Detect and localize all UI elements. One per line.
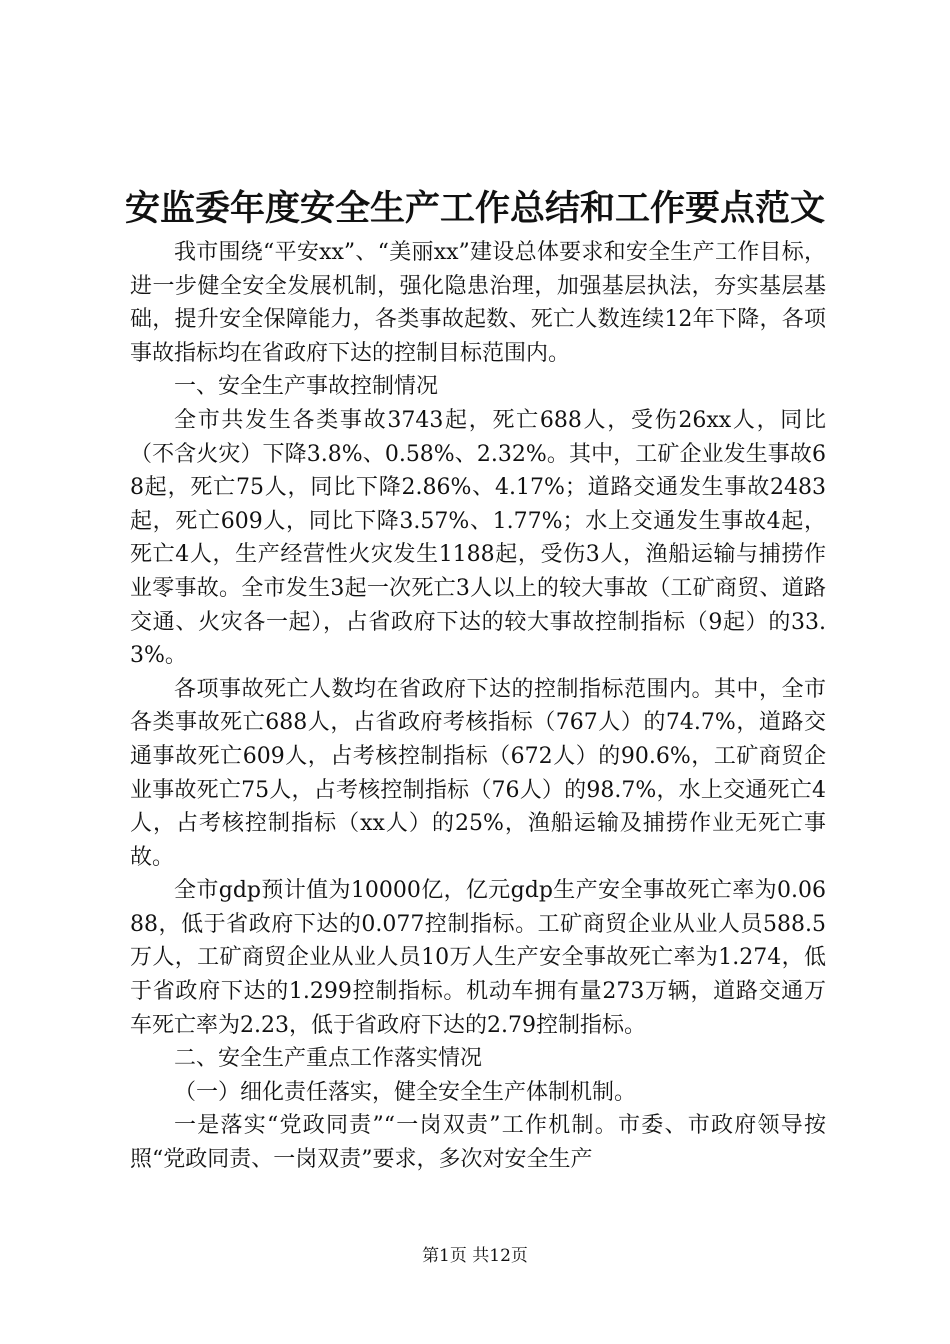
section-heading-1: 一、安全生产事故控制情况 <box>174 374 439 400</box>
intro-paragraph: 我市围绕“平安xx”、“美丽xx”建设总体要求和安全生产工作目标，进一步健全安全发展机制，强化隐患治理，加强基层执法，夯实基层基础，提升安全保障能力，各类事故起数、死亡人数连续12年下降，各项事故指标均在省政府下达的控制目标范围内。 <box>130 240 826 366</box>
death-control-paragraph: 各项事故死亡人数均在省政府下达的控制指标范围内。其中，全市各类事故死亡688人，占省政府考核指标（767人）的74.7%，道路交通事故死亡609人，占考核控制指标（672人）的90.6%，工矿商贸企业事故死亡75人，占考核控制指标（76人）的98.7%，水上交通死亡4人，占考核控制指标（xx人）的25%，渔船运输及捕捞作业无死亡事故。 <box>130 676 826 870</box>
document-body <box>130 236 826 1177</box>
responsibility-paragraph: 一是落实“党政同责”“一岗双责”工作机制。市委、市政府领导按照“党政同责、一岗双责”要求，多次对安全生产 <box>130 1113 826 1173</box>
document-title: 安监委年度安全生产工作总结和工作要点范文 <box>124 188 825 229</box>
gdp-rate-paragraph: 全市gdp预计值为10000亿，亿元gdp生产安全事故死亡率为0.0688，低于省政府下达的0.077控制指标。工矿商贸企业从业人员588.5万人，工矿商贸企业从业人员10万人生产安全事故死亡率为1.274，低于省政府下达的1.299控制指标。机动车拥有量273万辆，道路交通万车死亡率为2.23，低于省政府下达的2.79控制指标。 <box>130 878 826 1038</box>
section-heading-2: 二、安全生产重点工作落实情况 <box>174 1046 483 1072</box>
subsection-heading-1: （一）细化责任落实，健全安全生产体制机制。 <box>174 1079 637 1105</box>
page-footer: 第1页 共12页 <box>422 1246 528 1266</box>
accident-stats-paragraph: 全市共发生各类事故3743起，死亡688人，受伤26xx人，同比（不含火灾）下降3.8%、0.58%、2.32%。其中，工矿企业发生事故68起，死亡75人，同比下降2.86%、4.17%；道路交通发生事故2483起，死亡609人，同比下降3.57%、1.77%；水上交通发生事故4起，死亡4人，生产经营性火灾发生1188起，受伤3人，渔船运输与捕捞作业零事故。全市发生3起一次死亡3人以上的较大事故（工矿商贸、道路交通、火灾各一起），占省政府下达的较大事故控制指标（9起）的33.3%。 <box>130 407 826 669</box>
